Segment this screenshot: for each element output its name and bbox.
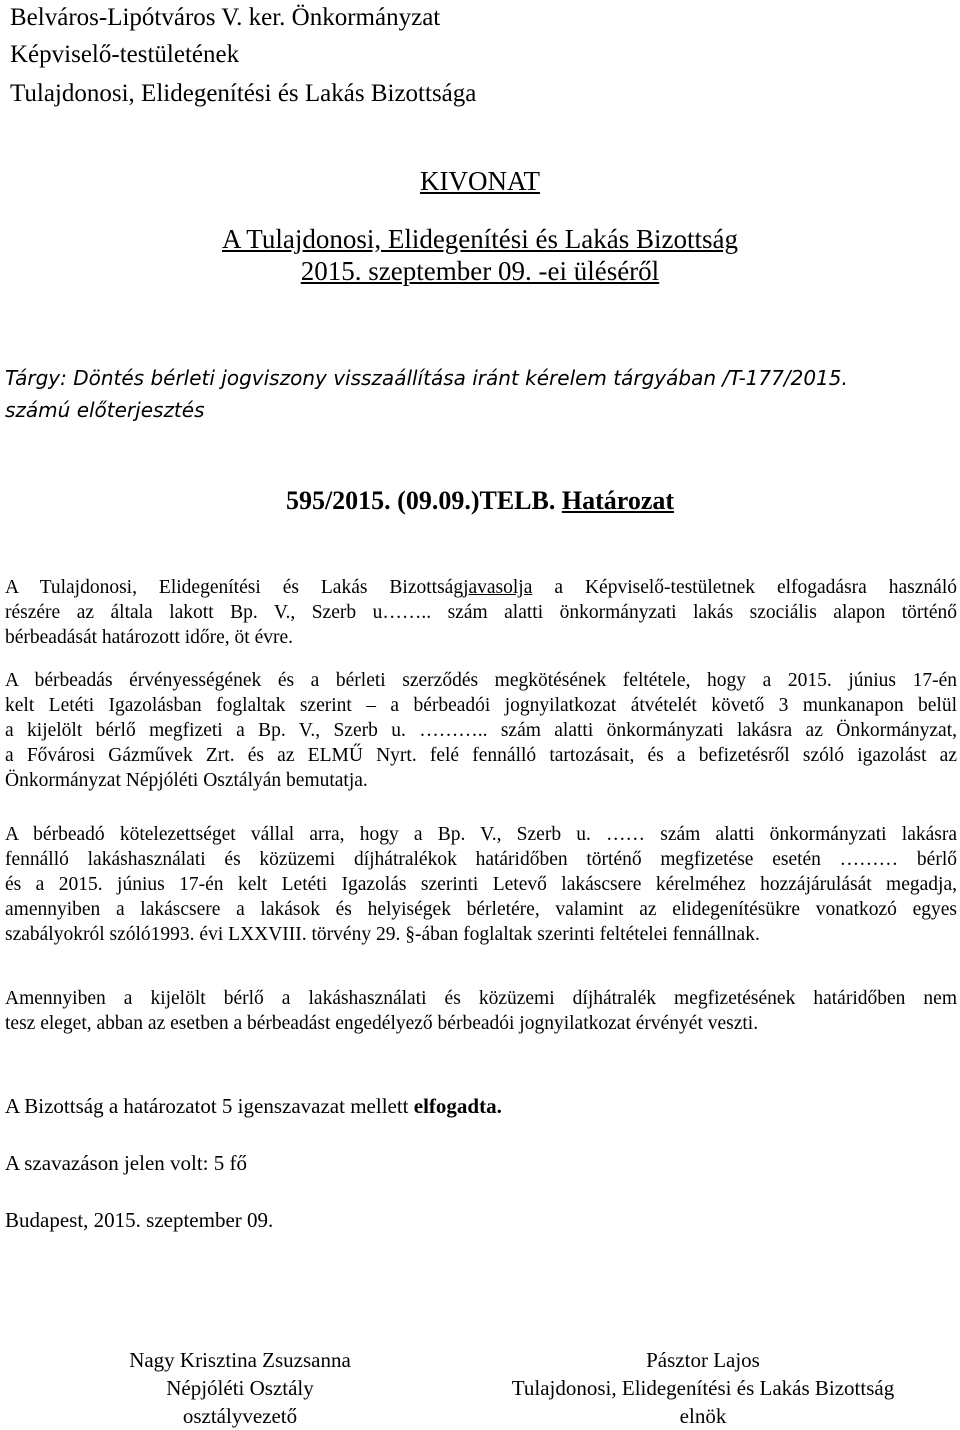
- paragraph-4: [5, 986, 957, 1036]
- paragraph-1-line-2: részére az általa lakott Bp. V., Szerb u…….. szám alatti önkormányzati lakás szociális alapon történő: [5, 602, 957, 623]
- paragraph-2-line-2: kelt Letéti Igazolásban foglaltak szerint – a bérbeadói jognyilatkozat átvételét követő 3 munkanapon belül: [5, 695, 957, 716]
- paragraph-2-line-3: a kijelölt bérlő megfizeti a Bp. V., Szerb u. ……….. szám alatti önkormányzati lakásra az Önkormányzat,: [5, 720, 957, 741]
- paragraph-2-line-1: A bérbeadás érvényességének és a bérleti szerződés megkötésének feltétele, hogy a 2015. június 17-én: [5, 670, 957, 691]
- paragraph-1-line-3: bérbeadását határozott időre, öt évre.: [5, 627, 294, 648]
- paragraph-3-line-5: szabályokról szóló1993. évi LXXVIII. törvény 29. §-ában foglaltak szerinti feltételei fennállnak.: [5, 924, 760, 945]
- header-line-1: Belváros-Lipótváros V. ker. Önkormányzat: [10, 4, 441, 31]
- subject-line-2: számú előterjesztés: [5, 398, 205, 422]
- signer-right-role: elnök: [679, 1404, 727, 1428]
- resolution-heading: [0, 486, 960, 516]
- signer-right-dept: Tulajdonosi, Elidegenítési és Lakás Bizottság: [511, 1376, 895, 1400]
- committee-ref: Tulajdonosi, Elidegenítési és Lakás Bizottság: [39, 577, 464, 598]
- vote-outcome: elfogadta.: [413, 1094, 502, 1118]
- header-line-2: Képviselő-testületének: [10, 41, 240, 68]
- paragraph-2-line-4: a Fővárosi Gázművek Zrt. és az ELMŰ Nyrt. felé fennálló tartozásait, és a befizetésről szóló igazolást az: [5, 745, 957, 766]
- paragraph-3-line-1: A bérbeadó kötelezettséget vállal arra, hogy a Bp. V., Szerb u. …… szám alatti önkormányzati lakásra: [5, 824, 957, 845]
- paragraph-3-line-3: és a 2015. június 17-én kelt Letéti Igazolás szerinti Letevő lakáscsere kérelméhez hozzájárulását megadja,: [5, 874, 957, 895]
- recommends-word: javasolja: [463, 577, 533, 598]
- paragraph-3-line-2: fennálló lakáshasználati és közüzemi díjhátralékok határidőben történő megfizetése esetén ……… bérlő: [5, 849, 957, 870]
- signature-right: [455, 1346, 951, 1430]
- paragraph-1: [5, 575, 957, 650]
- attendance: A szavazáson jelen volt: 5 fő: [5, 1151, 248, 1175]
- resolution-number: 595/2015. (09.09.)TELB.: [285, 486, 556, 515]
- paragraph-1-line-1: A Tulajdonosi, Elidegenítési és Lakás Bizottságjavasolja a Képviselő-testületnek elfogadásra használó: [5, 577, 957, 598]
- paragraph-3: [5, 822, 957, 947]
- paragraph-3-line-4: amennyiben a lakáscsere a lakások és helyiségek bérletére, valamint az elidegenítésükre vonatkozó egyes: [5, 899, 957, 920]
- vote-result: A Bizottság a határozatot 5 igenszavazat mellett elfogadta.: [5, 1094, 502, 1118]
- signer-left-role: osztályvezető: [182, 1404, 298, 1428]
- signer-left-name: Nagy Krisztina Zsuzsanna: [129, 1348, 351, 1372]
- committee-name: A Tulajdonosi, Elidegenítési és Lakás Bizottság: [222, 224, 738, 254]
- signer-left-dept: Népjóléti Osztály: [166, 1376, 314, 1400]
- header-line-3: Tulajdonosi, Elidegenítési és Lakás Bizottsága: [10, 80, 477, 107]
- paragraph-2: [5, 668, 957, 793]
- document-title: KIVONAT: [420, 166, 540, 196]
- signature-left: [90, 1346, 390, 1430]
- place-date: Budapest, 2015. szeptember 09.: [5, 1208, 274, 1232]
- signer-right-name: Pásztor Lajos: [646, 1348, 760, 1372]
- paragraph-4-line-2: tesz eleget, abban az esetben a bérbeadást engedélyező bérbeadói jognyilatkozat érvényét veszti.: [5, 1013, 759, 1034]
- subject-line-1: Tárgy: Döntés bérleti jogviszony visszaállítása iránt kérelem tárgyában /T-177/2015.: [5, 366, 848, 390]
- paragraph-2-line-5: Önkormányzat Népjóléti Osztályán bemutatja.: [5, 770, 368, 791]
- resolution-label: Határozat: [561, 486, 675, 515]
- session-date: 2015. szeptember 09. -ei üléséről: [300, 256, 660, 286]
- paragraph-4-line-1: Amennyiben a kijelölt bérlő a lakáshasználati és közüzemi díjhátralék megfizetésének határidőben nem: [5, 988, 957, 1009]
